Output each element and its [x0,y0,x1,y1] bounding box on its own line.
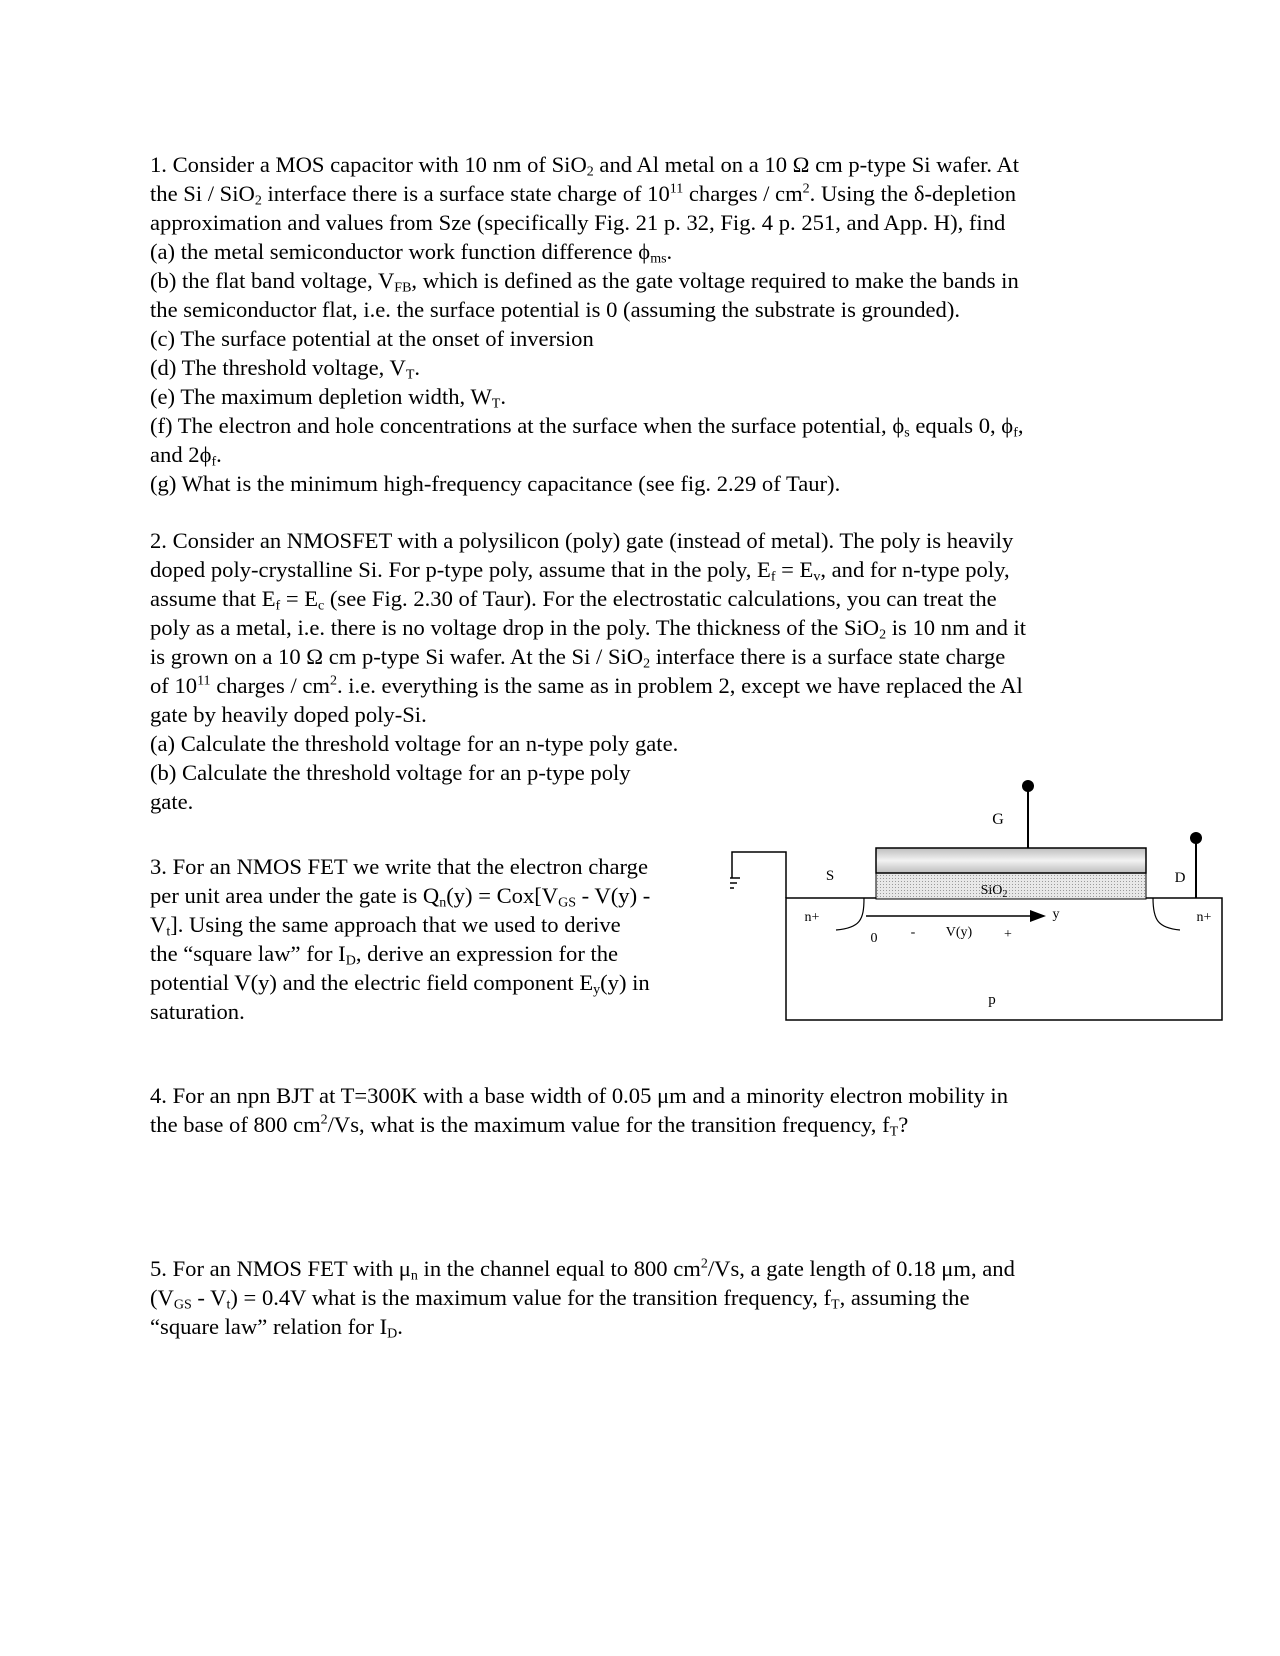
origin-label: 0 [870,931,878,946]
p4-line-2: the base of 800 $cm^2/Vs$, what is the maximum value for the transition frequency, $f_T$? [150,1112,909,1140]
p1-part-g: (g) What is the minimum high-frequency capacitance (see fig. 2.29 of Taur). [150,471,841,496]
problem-3 [150,852,710,1026]
y-axis-label: y [1052,907,1060,922]
p3-line-6: saturation. [150,999,245,1024]
p3-line-2: per unit area under the gate is $Q_n(y) = Cox[V_{GS} - V(y)$ - [150,883,651,911]
p3-line-1: 3. For an NMOS FET we write that the electron charge [150,854,648,879]
p2-line-4: poly as a metal, i.e. there is no voltage drop in the poly. The thickness of the SiO$_2$ is 10 nm and it [150,615,1027,643]
p1-part-b-cont: the semiconductor flat, i.e. the surface potential is 0 (assuming the substrate is grounded). [150,297,961,322]
substrate-label: p [988,992,996,1008]
gate-electrode [876,848,1146,873]
p2-line-3: assume that $E_f = E_c$ (see Fig. 2.30 of Taur). For the electrostatic calculations, you can treat the [150,586,997,614]
p1-part-f: (f) The electron and hole concentrations at the surface when the surface potential, $\phi_s$ equals 0, $\phi_f$, [150,413,1024,441]
p2-part-a: (a) Calculate the threshold voltage for an n-type poly gate. [150,731,679,756]
drain-label: D [1174,870,1186,886]
p3-line-4: the “square law” for $I_D$, derive an expression for the [150,941,619,969]
p3-line-3: $V_t$]. Using the same approach that we used to derive [150,912,621,940]
oxide-layer [876,873,1146,899]
p4-line-1: 4. For an npn BJT at T=300K with a base width of 0.05 μm and a minority electron mobility in [150,1083,1008,1108]
problem-1 [150,150,1140,498]
source-label: S [825,868,835,884]
drain-region-label: n+ [1196,910,1212,925]
oxide-label: SiO$_2$ [980,883,1008,900]
p1-part-c: (c) The surface potential at the onset of inversion [150,326,594,351]
nmosfet-diagram [730,770,1250,1030]
p1-part-a: (a) the metal semiconductor work function difference $\phi_{ms}$. [150,239,673,267]
p2-part-b: (b) Calculate the threshold voltage for an p-type poly [150,760,631,785]
p2-part-b-cont: gate. [150,789,194,814]
gate-label: G [992,811,1004,828]
p2-line-5: is grown on a 10 Ω cm p-type Si wafer. At the Si / SiO$_2$ interface there is a surface state charge [150,644,1006,672]
p1-line-1: 1. Consider a MOS capacitor with 10 nm of SiO$_2$ and Al metal on a 10 Ω cm p-type Si wafer. At [150,152,1020,180]
source-ground-wire [732,852,786,898]
problem-list [150,150,1140,816]
p2-line-2: doped poly-crystalline Si. For p-type poly, assume that in the poly, $E_f = E_v$, and for n-type poly, [150,557,1010,585]
p2-line-6: of $10^{11}$ charges / $cm^2$. i.e. everything is the same as in problem 2, except we have replaced the Al [150,673,1023,698]
vy-plus-label: + [1004,927,1012,942]
gate-terminal [1022,780,1034,792]
p2-line-7: gate by heavily doped poly-Si. [150,702,427,727]
vy-minus-label: - [910,925,916,940]
p5-line-1: 5. For an NMOS FET with $\mu_n$ in the channel equal to 800 $cm^2/Vs$, a gate length of 0.18 μm, and [150,1256,1015,1284]
p1-line-2: the Si / SiO$_2$ interface there is a surface state charge of $10^{11}$ charges / $cm^2$. Using the δ-depletion [150,181,1017,209]
p1-part-b: (b) the flat band voltage, $V_{FB}$, which is defined as the gate voltage required to make the bands in [150,268,1019,296]
p5-line-2: $(V_{GS} - V_t) = 0.4V$ what is the maximum value for the transition frequency, $f_T$, assuming the [150,1285,970,1313]
problem-4 [150,1081,1140,1139]
p3-line-5: potential V(y) and the electric field component $E_y(y)$ in [150,970,650,998]
p1-part-d: (d) The threshold voltage, $V_T$. [150,355,421,383]
vy-label: V(y) [945,925,973,940]
source-region-label: n+ [804,910,820,925]
p1-line-3: approximation and values from Sze (specifically Fig. 21 p. 32, Fig. 4 p. 251, and App. H), find [150,210,1006,235]
p1-part-e: (e) The maximum depletion width, $W_T$. [150,384,506,412]
problem-5 [150,1254,1140,1341]
p5-line-3: “square law” relation for $I_D$. [150,1314,403,1342]
p2-line-1: 2. Consider an NMOSFET with a polysilicon (poly) gate (instead of metal). The poly is heavily [150,528,1014,553]
p1-part-f-cont: and $2\phi_f$. [150,442,222,470]
drain-terminal [1190,832,1202,844]
